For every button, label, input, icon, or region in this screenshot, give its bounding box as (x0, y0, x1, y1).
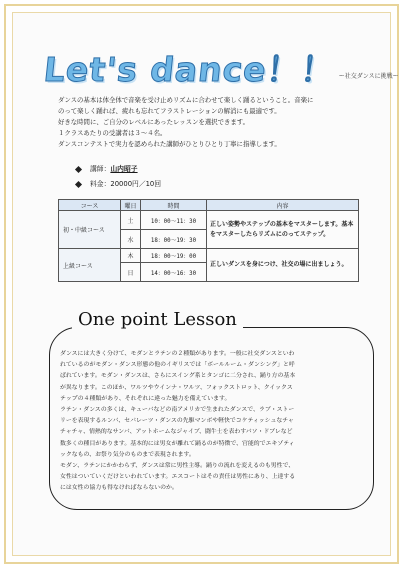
lesson-line: が異なります。このほか、ワルツやウインナ・ワルツ、フォックストロット、クイックス (60, 384, 293, 391)
column-header-time: 時間 (141, 200, 207, 211)
content-cell: 正しいダンスを身につけ、社交の場に出ましょう。 (207, 249, 359, 282)
lesson-line: ダンスには大きく分けて、モダンとラテンの２種類があります。一般に社交ダンスといわ (60, 351, 295, 357)
lesson-title: One point Lesson (72, 309, 243, 330)
day-cell: 日 (121, 263, 141, 282)
table-row (59, 249, 359, 263)
table-row (59, 211, 359, 230)
lesson-line: には女性の協力も得なければならないのか。 (60, 485, 178, 492)
intro-line: のって楽しく踊れば、疲れも忘れてフラストレーションの解消にも最適です。 (58, 107, 281, 115)
lesson-text (60, 349, 366, 495)
lesson-line: 女性はついていくだけといわれています。エスコートはその責任は男性にあり、上達する (60, 474, 296, 481)
content-cell: 正しい姿勢やステップの基本をマスターします。基本をマスターしたらリズムにのってステップ。 (207, 211, 359, 249)
column-header-course: コース (59, 200, 121, 211)
intro-line: 好きな時間に、ご自分のレベルにあったレッスンを選択できます。 (58, 118, 250, 126)
page-subtitle: ー社交ダンスに挑戦ー (338, 73, 399, 80)
intro-line: ダンスコンテストで実力を認められた講師がひとりひとり丁寧に指導します。 (58, 140, 281, 148)
intro-line: １クラスあたりの受講者は３～４名。 (58, 129, 167, 137)
column-header-day: 曜日 (121, 200, 141, 211)
lesson-line: 数多くの種目があります。基本的には男女が離れて踊るのが特徴で、官能的でエキゾティ (60, 440, 295, 447)
instructor-row (76, 162, 161, 177)
course-name: 初・中級コース (59, 211, 121, 249)
column-header-content: 内容 (207, 200, 359, 211)
fee-text: 料金：20000円／10回 (90, 180, 162, 188)
time-cell: 18：00～19：00 (141, 249, 207, 263)
lesson-line: ラテン・ダンスの多くは、キューバなどの南アメリカで生まれたダンスで、ラブ・ストー (60, 407, 295, 414)
fee-row (76, 177, 161, 192)
bullet-diamond-icon (75, 166, 82, 173)
intro-text (58, 95, 378, 150)
day-cell: 土 (121, 211, 141, 230)
day-cell: 水 (121, 230, 141, 249)
time-cell: 10：00～11：30 (141, 211, 207, 230)
intro-line: ダンスの基本は体全体で音楽を受け止めリズムに合わせて楽しく踊るということ。音楽に (58, 96, 314, 104)
lesson-line: ックなもの、お祭り気分のものまで表現されます。 (60, 451, 195, 458)
time-cell: 14：00～16：30 (141, 263, 207, 282)
time-cell: 18：00～19：30 (141, 230, 207, 249)
lesson-line: ばれています。モダン・ダンスは、さらにスイング系とタンゴに二分され、踊り方の基本 (60, 373, 296, 380)
bullet-diamond-icon (75, 181, 82, 188)
instructor-label: 講師： (90, 165, 111, 173)
info-list (76, 162, 161, 192)
instructor-name: 山内昭子 (110, 165, 138, 173)
lesson-line: モダン、ラテンにかかわらず、ダンスは常に男性主導。踊りの流れを変えるのも男性で、 (60, 463, 295, 470)
course-name: 上級コース (59, 249, 121, 282)
schedule-table (58, 199, 359, 282)
header (41, 40, 399, 89)
lesson-line: れているのがモダン・ダンス形態の他のイギリスでは「ボールルーム・ダンシング」と呼 (60, 362, 295, 369)
lesson-line: チャチャ、情熱的なサンバ、アットホームなジャイブ、闘牛士を表わすパソ・ドブレなど (60, 429, 293, 436)
lesson-line: テップの４種類があり、それぞれに違った魅力を備えています。 (60, 395, 231, 402)
day-cell: 木 (121, 249, 141, 263)
page-title: Let's dance！！ (41, 50, 337, 89)
table-header-row (59, 200, 359, 211)
lesson-line: リーを表現するルンバ、セバレーツ・ダンスの先駆マンボや軽快でコケティッシュなチャ (60, 418, 294, 425)
